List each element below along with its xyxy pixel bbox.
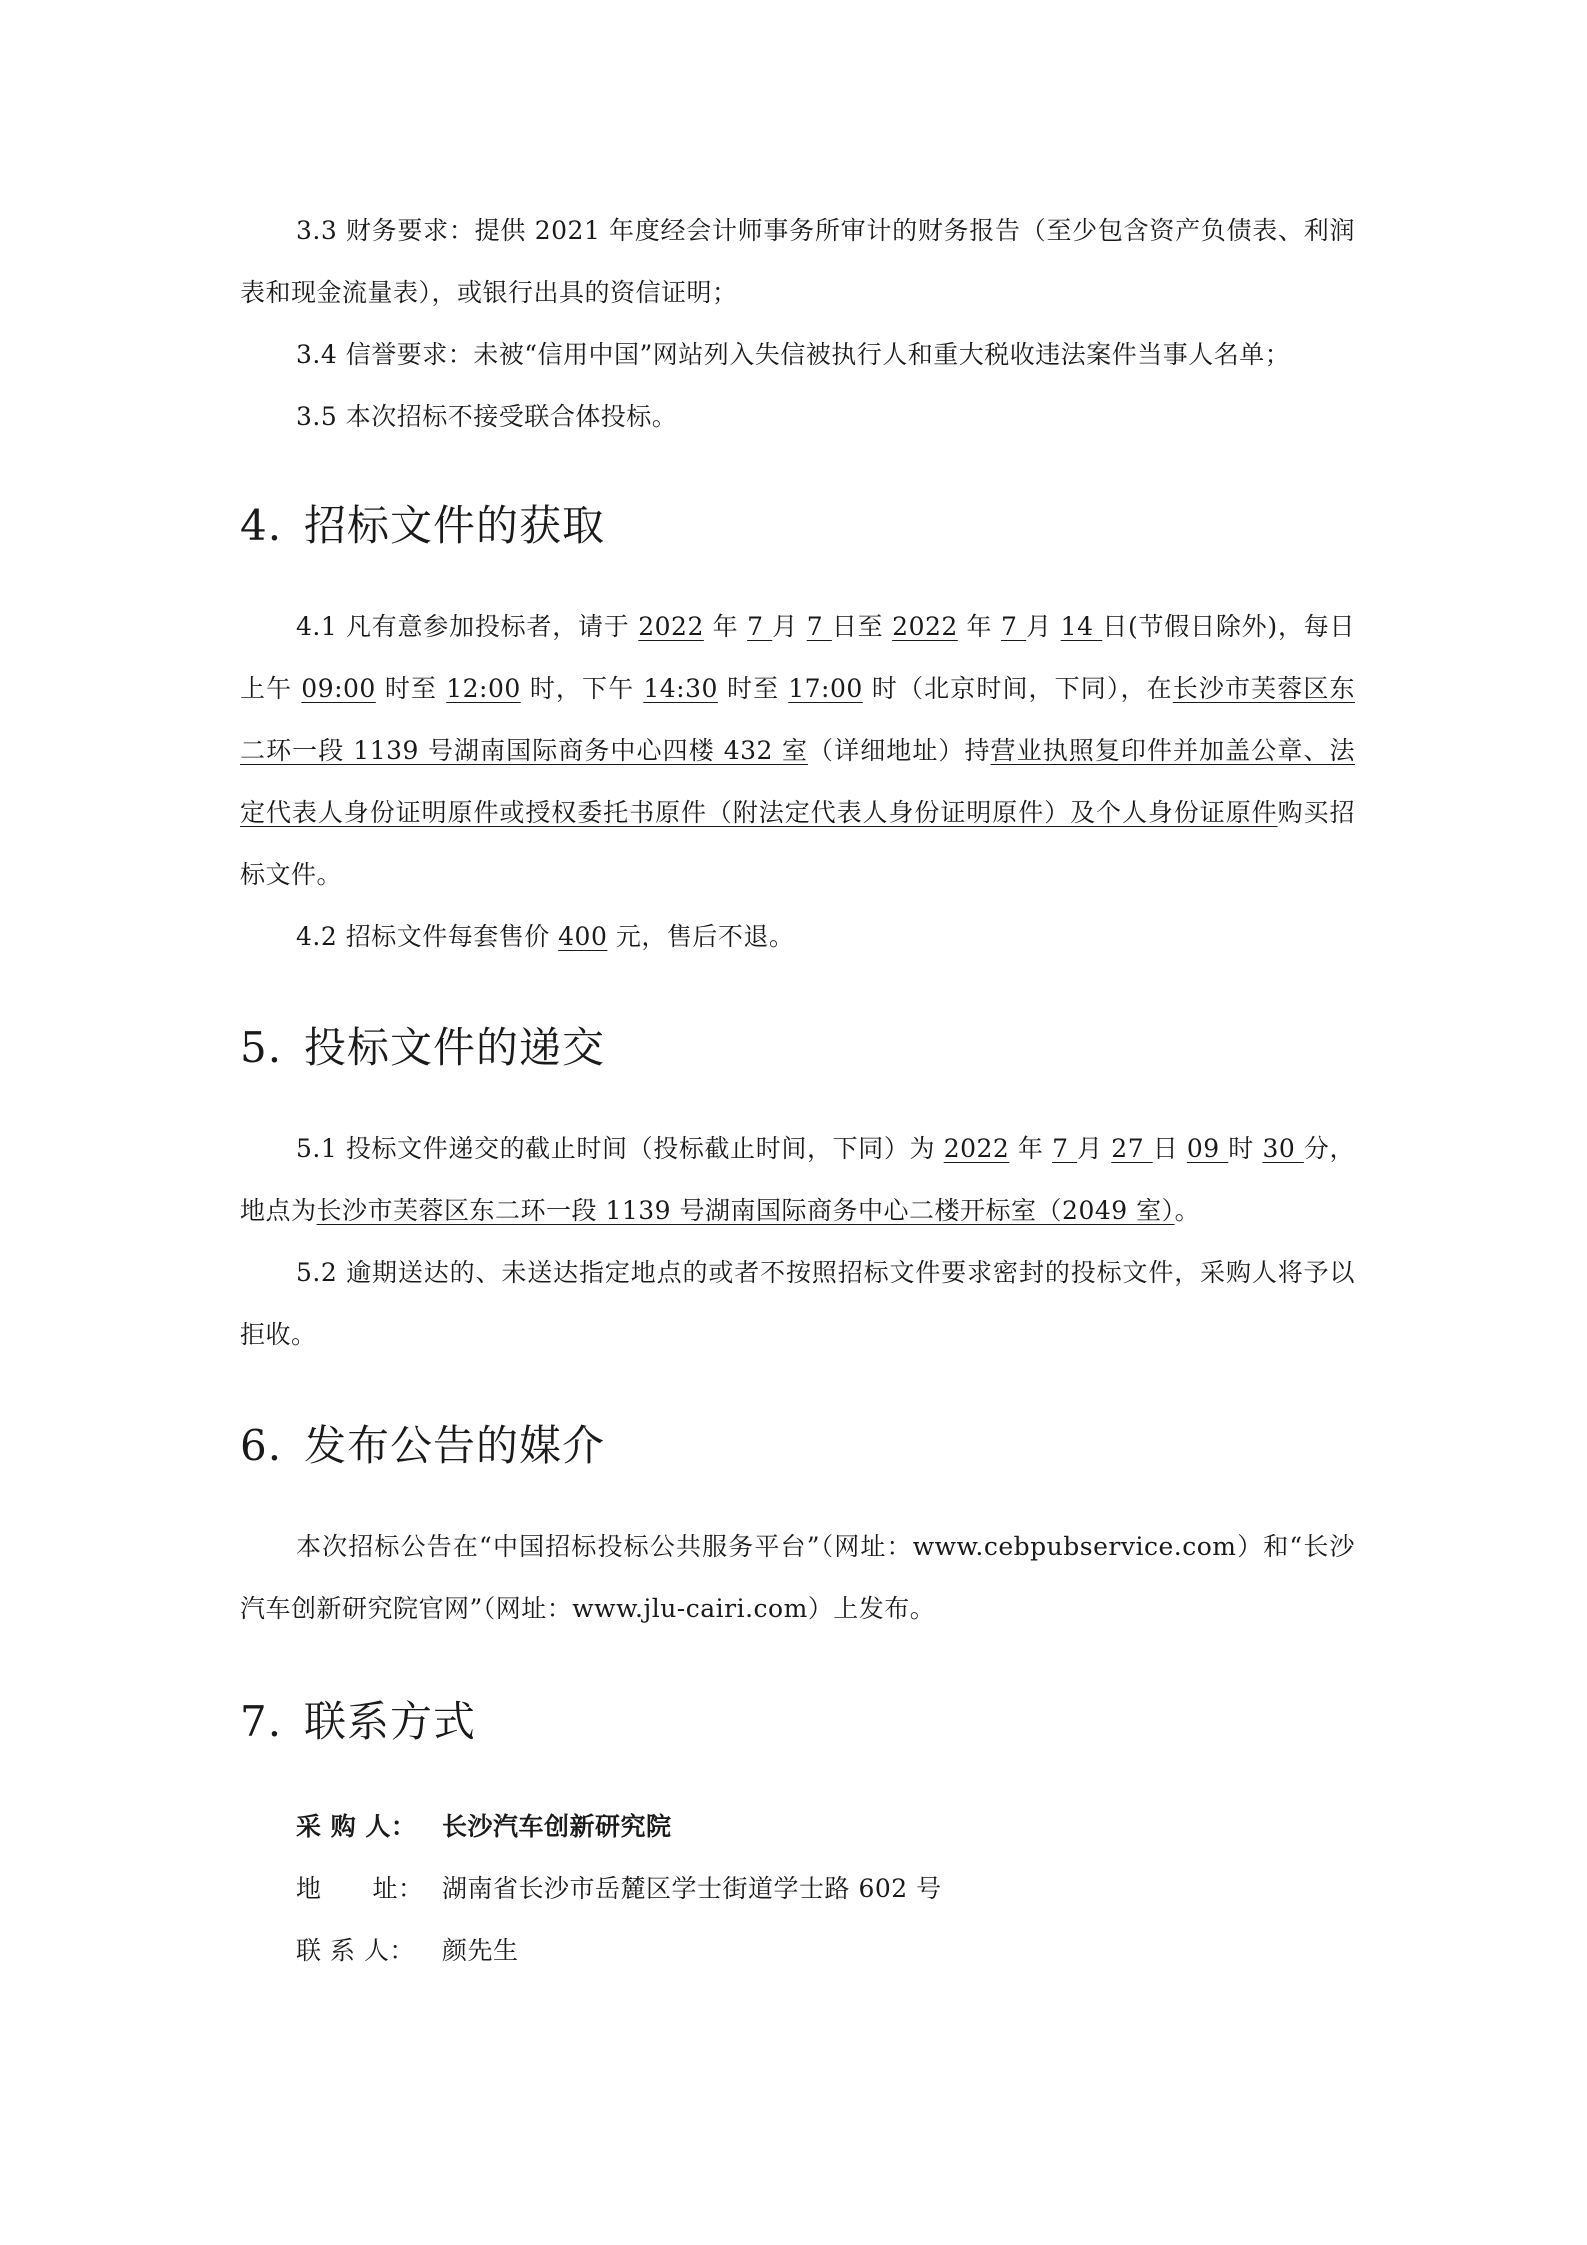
section-title: 发布公告的媒介 [304, 1421, 606, 1470]
paragraph-4-2 [240, 906, 1355, 968]
text-run: 分，地点为 [240, 1134, 1355, 1225]
paragraph-3-3: 3.3 财务要求：提供 2021 年度经会计师事务所审计的财务报告（至少包含资产负债表、利润表和现金流量表），或银行出具的资信证明； [240, 216, 1355, 307]
paragraph-3-5: 3.5 本次招标不接受联合体投标。 [296, 402, 678, 431]
text-run: 元，售后不退。 [607, 922, 795, 951]
section-heading-5 [240, 1018, 1355, 1078]
text-run: 。 [1174, 1196, 1201, 1225]
section-number: 4. [240, 501, 283, 550]
text-run: 年 [1009, 1134, 1053, 1163]
start-year: 2022 [638, 612, 704, 641]
purchaser-label: 采 购 人： [296, 1812, 417, 1841]
text-run: 时（北京时间，下同），在 [862, 674, 1173, 703]
address-label: 地 址： [296, 1874, 424, 1903]
paragraph-4-1 [240, 596, 1355, 906]
deadline-day: 27 [1111, 1134, 1153, 1163]
deadline-month: 7 [1052, 1134, 1078, 1163]
pm-end-time: 17:00 [788, 674, 863, 703]
am-start-time: 09:00 [301, 674, 376, 703]
text-run: 时，下午 [520, 674, 644, 703]
pm-start-time: 14:30 [643, 674, 718, 703]
start-day: 7 [806, 612, 832, 641]
section-heading-4 [240, 496, 1355, 556]
section-title: 招标文件的获取 [304, 501, 606, 550]
text-run: 时 [1228, 1134, 1263, 1163]
section-title: 联系方式 [304, 1697, 477, 1746]
section-title: 投标文件的递交 [304, 1023, 606, 1072]
contact-label: 联 系 人： [296, 1936, 415, 1965]
text-run: 时至 [717, 674, 789, 703]
section-heading-7 [240, 1692, 1355, 1752]
text-run: 日至 [831, 612, 893, 641]
deadline-year: 2022 [943, 1134, 1010, 1163]
section-number: 5. [240, 1023, 283, 1072]
text-run: 4.2 招标文件每套售价 [296, 922, 559, 951]
contact-address [240, 1858, 1355, 1920]
purchase-address: 长沙市芙蓉区东二环一段 1139 号湖南国际商务中心四楼 432 室 [240, 674, 1355, 765]
paragraph-6: 本次招标公告在“中国招标投标公共服务平台”（网址：www.cebpubservice.com）和“长沙汽车创新研究院官网”（网址：www.jlu-cairi.com）上发布。 [240, 1532, 1355, 1623]
document-body [240, 200, 1355, 1982]
text-run: 4.1 凡有意参加投标者，请于 [296, 612, 639, 641]
deadline-minute: 30 [1262, 1134, 1304, 1163]
start-month: 7 [747, 612, 773, 641]
am-end-time: 12:00 [446, 674, 521, 703]
deadline-hour: 09 [1186, 1134, 1229, 1163]
end-day: 14 [1060, 612, 1103, 641]
document-price: 400 [558, 922, 608, 951]
required-documents: 营业执照复印件并加盖公章、法定代表人身份证明原件或授权委托书原件（附法定代表人身份证明原件）及个人身份证原件 [240, 736, 1355, 827]
contact-value: 颜先生 [442, 1936, 519, 1965]
contact-purchaser [240, 1796, 1355, 1858]
end-month: 7 [1001, 612, 1027, 641]
paragraph-5-1 [240, 1118, 1355, 1242]
paragraph-3-4: 3.4 信誉要求：未被“信用中国”网站列入失信被执行人和重大税收违法案件当事人名单； [296, 340, 1291, 369]
section-heading-6 [240, 1416, 1355, 1476]
text-run: 购买招标文件。 [240, 798, 1355, 889]
text-run: 5.1 投标文件递交的截止时间（投标截止时间，下同）为 [296, 1134, 944, 1163]
submission-location: 长沙市芙蓉区东二环一段 1139 号湖南国际商务中心二楼开标室（2049 室） [316, 1196, 1175, 1225]
address-value: 湖南省长沙市岳麓区学士街道学士路 602 号 [442, 1874, 942, 1903]
text-run: 月 [1077, 1134, 1112, 1163]
section-number: 7. [240, 1697, 283, 1746]
text-run: 时至 [375, 674, 447, 703]
section-number: 6. [240, 1421, 283, 1470]
contact-person [240, 1920, 1355, 1982]
paragraph-5-2: 5.2 逾期送达的、未送达指定地点的或者不按照招标文件要求密封的投标文件，采购人将予以拒收。 [240, 1258, 1355, 1349]
text-run: 年 [703, 612, 748, 641]
text-run: 月 [772, 612, 807, 641]
text-run: 日(节假日除外)，每日上午 [240, 612, 1355, 703]
text-run: 日 [1152, 1134, 1187, 1163]
text-run: （详细地址）持 [808, 736, 991, 765]
purchaser-value: 长沙汽车创新研究院 [442, 1812, 672, 1841]
end-year: 2022 [892, 612, 958, 641]
text-run: 年 [957, 612, 1002, 641]
text-run: 月 [1026, 612, 1061, 641]
